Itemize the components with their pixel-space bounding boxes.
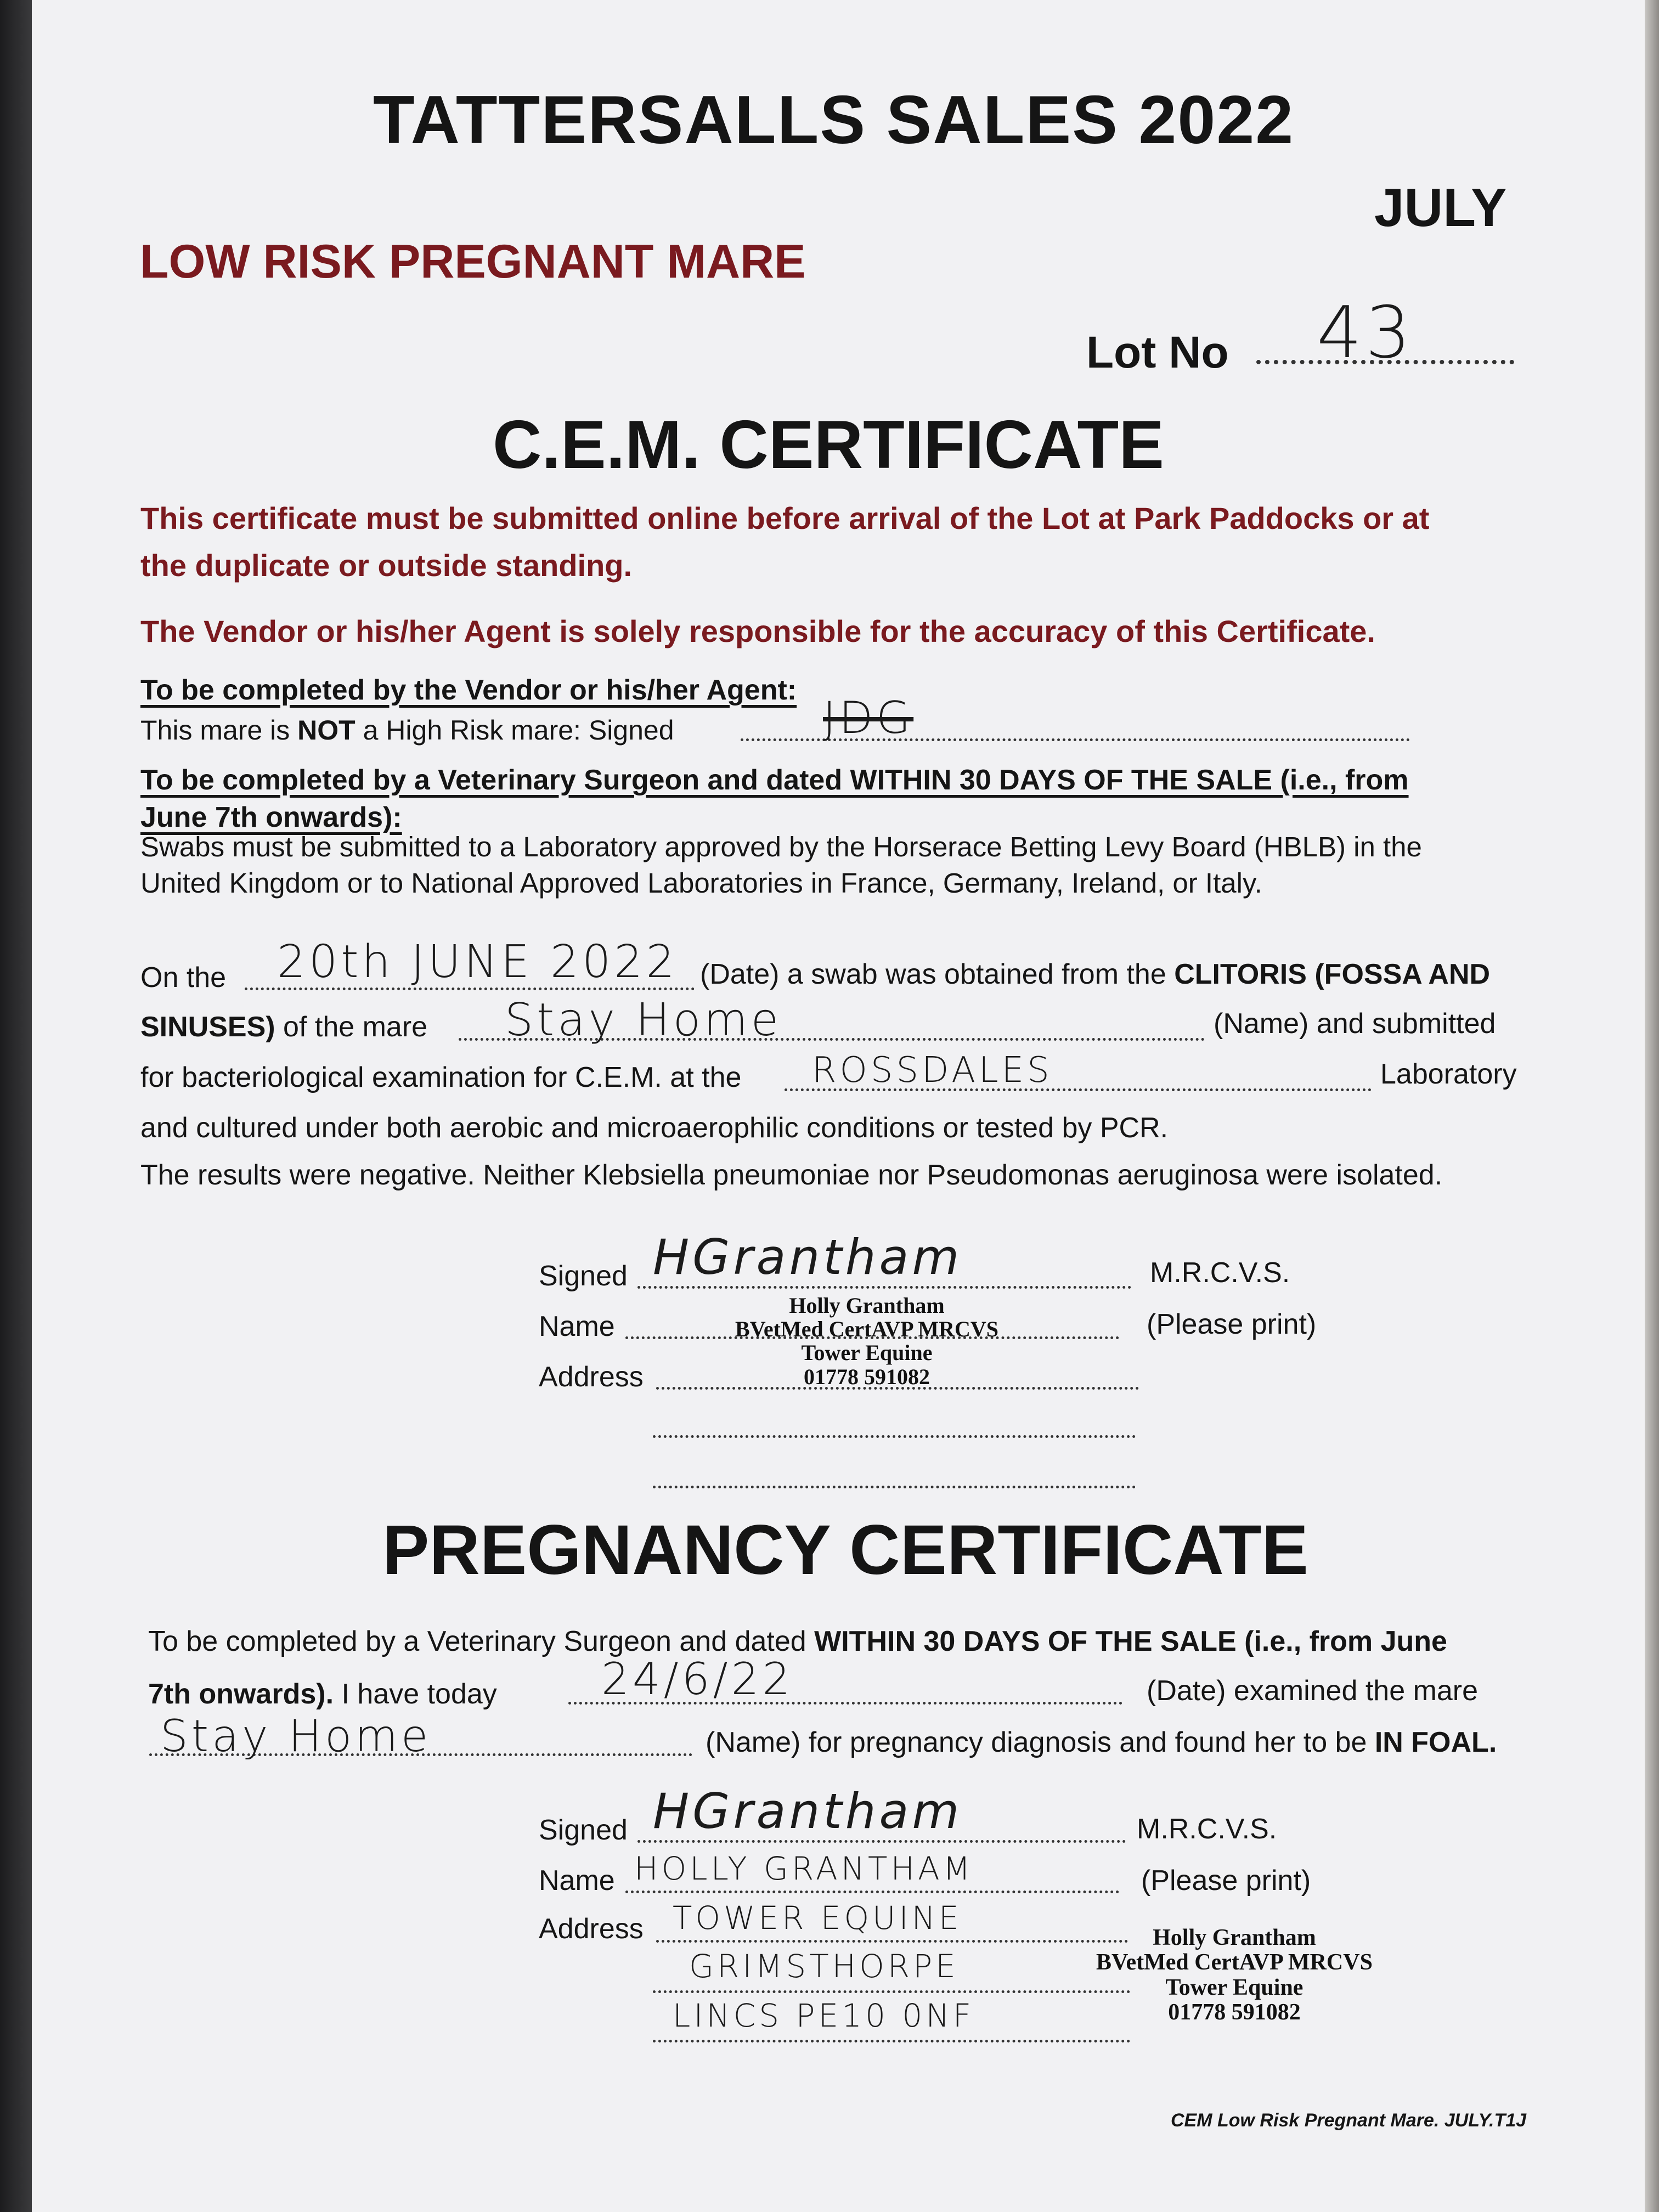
preg-diagnosis-text xyxy=(706,1726,1497,1759)
lot-number-label: Lot No xyxy=(1086,328,1229,377)
of-mare-text: of the mare xyxy=(275,1011,428,1043)
preg-vet-signature: HGrantham xyxy=(653,1783,963,1839)
cem-certificate-title: C.E.M. CERTIFICATE xyxy=(493,407,1164,483)
results-text: The results were negative. Neither Klebsiella pneumoniae nor Pseudomonas aeruginosa were isolated. xyxy=(140,1159,1443,1191)
vet-section-heading: To be completed by a Veterinary Surgeon and dated WITHIN 30 DAYS OF THE SALE (i.e., from xyxy=(140,764,1409,796)
cem-name-label: Name xyxy=(539,1311,615,1342)
preg-date-label: (Date) examined the mare xyxy=(1147,1675,1479,1707)
preg-address-label: Address xyxy=(539,1913,644,1945)
sinuses-line xyxy=(140,1011,427,1043)
swab-date-label xyxy=(700,958,1490,991)
preg-address-dots-2 xyxy=(653,1990,1130,1993)
preg-line1-b: WITHIN 30 DAYS OF THE SALE (i.e., from June xyxy=(814,1626,1447,1657)
lot-number-value: 43 xyxy=(1317,291,1414,374)
laboratory-label: Laboratory xyxy=(1380,1058,1517,1090)
pregnancy-line-2 xyxy=(148,1678,497,1711)
preg-line2-b: I have today xyxy=(334,1678,497,1710)
cem-please-print: (Please print) xyxy=(1147,1308,1317,1340)
preg-address-line: GRIMSTHORPE xyxy=(689,1948,959,1985)
cem-mare-name: Stay Home xyxy=(505,994,782,1046)
cem-mrcvs-label: M.R.C.V.S. xyxy=(1150,1257,1290,1289)
on-the-label: On the xyxy=(140,962,227,994)
cem-address-dots-3 xyxy=(653,1486,1136,1488)
pregnancy-certificate-title: PREGNANCY CERTIFICATE xyxy=(382,1511,1308,1589)
sinuses-text: SINUSES) xyxy=(140,1011,275,1043)
sales-title: TATTERSALLS SALES 2022 xyxy=(373,82,1295,158)
preg-address-line: TOWER EQUINE xyxy=(673,1899,962,1937)
laboratory-value: ROSSDALES xyxy=(812,1050,1053,1091)
paper-left-shadow xyxy=(0,0,32,2212)
preg-signed-dots xyxy=(637,1840,1126,1843)
vendor-signature: JDG xyxy=(823,692,914,743)
clitoris-text: CLITORIS (FOSSA AND xyxy=(1174,958,1491,990)
preg-signed-label: Signed xyxy=(539,1814,628,1846)
preg-name-dots xyxy=(625,1891,1119,1893)
submission-notice: This certificate must be submitted online before arrival of the Lot at Park Paddocks or at xyxy=(140,501,1430,535)
cem-vet-stamp xyxy=(719,1294,1015,1389)
in-foal-text: IN FOAL. xyxy=(1374,1726,1497,1758)
vendor-declaration xyxy=(140,714,674,746)
date-obtained-text: (Date) a swab was obtained from the xyxy=(700,958,1166,990)
preg-vet-stamp xyxy=(1086,1926,1383,2025)
paper-right-edge xyxy=(1645,0,1659,2212)
preg-mrcvs-label: M.R.C.V.S. xyxy=(1137,1813,1277,1845)
cem-address-label: Address xyxy=(539,1361,644,1393)
preg-address-dots-1 xyxy=(656,1940,1128,1943)
preg-mare-name: Stay Home xyxy=(160,1711,432,1762)
preg-line2-a: 7th onwards). xyxy=(148,1678,334,1710)
swab-requirement-1: Swabs must be submitted to a Laboratory approved by the Horserace Betting Levy Board (HBLB) in the xyxy=(140,831,1422,862)
preg-line3: (Name) for pregnancy diagnosis and found her to be xyxy=(706,1726,1375,1758)
name-submitted-text: (Name) and submitted xyxy=(1214,1008,1496,1040)
pregnancy-line-1 xyxy=(148,1625,1447,1658)
vendor-section-heading: To be completed by the Vendor or his/her Agent: xyxy=(140,674,797,706)
submission-notice-cont: the duplicate or outside standing. xyxy=(140,548,633,583)
cultured-text: and cultured under both aerobic and microaerophilic conditions or tested by PCR. xyxy=(140,1112,1169,1144)
cem-address-dots-2 xyxy=(653,1435,1136,1438)
preg-please-print: (Please print) xyxy=(1141,1865,1311,1897)
preg-stamp-line: BVetMed CertAVP MRCVS xyxy=(1096,1950,1373,1976)
responsibility-notice: The Vendor or his/her Agent is solely responsible for the accuracy of this Certificate. xyxy=(140,614,1375,648)
preg-line1-a: To be completed by a Veterinary Surgeon and dated xyxy=(148,1626,815,1657)
sale-month: JULY xyxy=(1374,177,1507,238)
swab-requirement-2: United Kingdom or to National Approved Laboratories in France, Germany, Ireland, or Italy. xyxy=(140,867,1262,899)
cem-signed-label: Signed xyxy=(539,1260,628,1292)
preg-stamp-line: 01778 591082 xyxy=(1168,2000,1301,2025)
cem-stamp-line: Tower Equine xyxy=(801,1340,933,1365)
cem-stamp-line: 01778 591082 xyxy=(804,1364,930,1389)
preg-date-value: 24/6/22 xyxy=(601,1654,794,1705)
swab-date-value: 20th JUNE 2022 xyxy=(277,936,678,988)
preg-name-value: HOLLY GRANTHAM xyxy=(634,1850,974,1887)
preg-name-label: Name xyxy=(539,1865,615,1897)
cem-signed-dots xyxy=(637,1286,1131,1289)
document-subtitle: LOW RISK PREGNANT MARE xyxy=(140,235,806,288)
preg-stamp-line: Tower Equine xyxy=(1165,1974,1304,2000)
cem-vet-signature: HGrantham xyxy=(653,1229,963,1285)
bacteriological-text: for bacteriological examination for C.E.M. at the xyxy=(140,1062,742,1093)
vet-section-heading-cont: June 7th onwards): xyxy=(140,802,402,833)
preg-address-line: LINCS PE10 0NF xyxy=(673,1997,975,2034)
form-reference: CEM Low Risk Pregnant Mare. JULY.T1J xyxy=(1171,2110,1527,2131)
vendor-line-not: NOT xyxy=(297,715,356,746)
vendor-line-b: a High Risk mare: Signed xyxy=(355,715,674,746)
preg-address-dots-3 xyxy=(653,2040,1130,2042)
preg-stamp-line: Holly Grantham xyxy=(1153,1925,1316,1950)
cem-stamp-line: Holly Grantham xyxy=(789,1293,945,1318)
vendor-line-a: This mare is xyxy=(140,715,298,746)
cem-stamp-line: BVetMed CertAVP MRCVS xyxy=(735,1317,998,1342)
